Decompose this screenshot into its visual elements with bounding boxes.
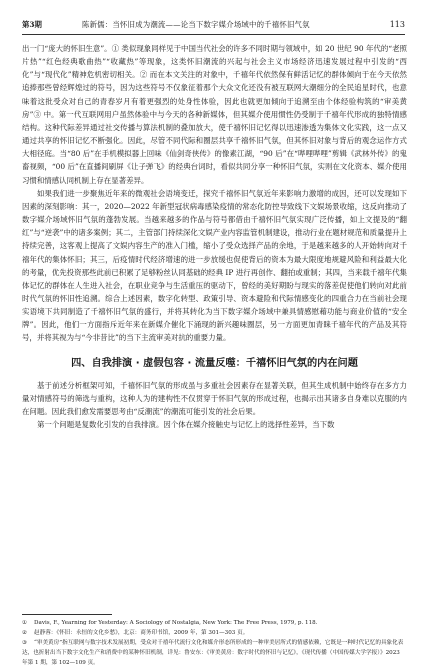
footnote-text: 赵静蓉：《怀旧：永恒的文化乡愁》，北京：商务印书馆，2009 年，第 301—303 页。 [34,630,249,636]
paragraph: 第一个问题是复数化引发的自我排演。因个体在媒介接触史与记忆上的选择性差异，当下数 [37,420,335,430]
paragraph: 如果我们进一步聚焦近年来的微观社会语境变迁，探究千禧怀旧气氛近年来影响力激增的成因，还可以发现如下因素的深刻影响：其一，2020—2022 年新型冠状病毒感染疫情的常态化防控导致线下文娱场景收缩，这反向推动了数字媒介场域怀旧气氛的蓬勃发展。当越来越多的作品与符号都借由千禧怀旧气氛实现广泛传播，如上文提及的“翻红”与“逆袭”中的诸多案例；其二，主管部门持续深化文娱产业内容监管机制建设，推动行业在题材规范和质量提升上持续完善，这客观上提高了文娱内容生产的准入门槛，缩小了受众选择产品的余地，于是越来越多的人开始转向对千禧年代的集体怀旧；其三，后疫情时代经济增速的进一步放缓也促使背后的资本为最大限度地规避风险和利益最大化的考量，优先投资那些此前已积累了足够粉丝认同基础的经典 IP 进行再创作、翻拍或重制；其四，当来载千禧年代集体记忆的群体在人生进入社会，在职业竞争与生活重压的驱动下，曾经的美好期盼与现实的落差促使他们转向对此前时代气氛的怀旧性追溯。综合上述因素，数字化转型、政策引导、资本避险和代际情感变化的四重合力在当前社会现实语境下共同制造了千禧怀旧气氛的盛行，并将其转化为当下数字媒介场域中兼具情感慰藉功能与商业价值的“安全牌”。因此，他们一方面指斥近年来在新媒介催化下涌现的新兴趣味圈层，另一方面更加青睐千禧年代的产品及其符号，并将其视为与“今非昔比”的当下主流审美对抗的重要力量。 [22,188,407,343]
footnote-rule [22,614,112,615]
page-number: 113 [389,20,405,29]
footnote-mark: ③ [22,640,28,646]
footnote [22,628,407,638]
footnotes [22,618,407,668]
issue-label: 第3期 [22,20,42,29]
footnote-mark: ① [22,620,28,626]
footnote [22,638,407,668]
running-header [22,20,405,34]
footnote-text: Davis, F., Yearning for Yesterday: A Sociology of Nostalgia, New York: The Free Press, 1979, p. 118. [34,620,318,626]
section-heading: 四、自我排演 · 虚假包容 · 流量反噬：千禧怀旧气氛的内在问题 [71,357,358,369]
footnote-text: “审美黄房”指互联网与数字技术发展初期，受众对千禧年代流行文化和媒介形态所形成的一种审美居所式的情感依赖，它既是一种时代记忆的具象化表达，也折射出当下数字文化生产和消费中的某种怀旧机制，详见：鲁安东：《审美黄房：数字时代的怀旧与记忆》，《现代传播（中国传媒大学学报）》2023 年第 1 期，第 102—109 页。 [22,640,404,666]
paragraph: 基于前述分析框架可知，千禧怀旧气氛的形成虽与多重社会因素存在显著关联，但其生成机制中始终存在多方力量对情感符号的筛选与重构，这种人为的建构性不仅贯穿于怀旧气氛的形成过程，也揭示出其诸多自身难以克服的内在问题。因此我们愈发需要思考由“反潮流”的潮流可能引发的社会后果。 [22,380,407,416]
footnote-mark: ② [22,630,28,636]
running-title: 陈新儒：当怀旧成为潮流——论当下数字媒介场域中的千禧怀旧气氛 [82,20,310,29]
header-rule [22,34,405,35]
article-body [22,42,407,431]
paragraph: 出一门“庞大的怀旧生意”。① 类似现象同样见于中国当代社会的许多不同时期与领域中，如 20 世纪 90 年代的“老照片热”“红色经典歌曲热”“收藏热”等现象，这类怀旧潮流的兴起与社会主义市场经济迅速发展过程中引发的“西化”与“现代化”精神危机密切相关。② 而在本文关注的对象中，千禧年代依然保有鲜活记忆的群体倾向于在今天依然追捧那些曾经辉煌过的符号，因为这些符号不仅象征着那个大众文化还没有被互联网大潮细分的全民追星时代，也意味着这批受众对自己的青春岁月有着更强烈的处身性体验，因此也就更加倾向于追溯至由个体经验构筑的“审美黄房”③ 中。第一代互联网用户虽然体验中与今天的各种新媒体，但其媒介使用惯性仍受制于千禧年代形成的独特情感结构。这种代际差异通过社交传播与算法机制的叠加放大，使千禧怀旧记忆得以迅速渗透为集体文化实践，这一点又通过共享的怀旧记忆不断强化。因此，尽管不同代际和圈层共享千禧怀旧气氛，但其怀旧对象与背后的观念运作方式大相径庭。当“80 后”在手机模拟器上回味《仙剑奇侠传》的像素江湖，“90 后”在“哔哩哔哩”剪辑《武林外传》的鬼畜视频，“00 后”在直播间刷屏《让子弹飞》的经典台词时，看似共同分享一种怀旧气氛，实则在文化资本、媒介使用习惯和情感认同机制上存在显著差异。 [22,44,407,185]
footnote [22,618,407,628]
